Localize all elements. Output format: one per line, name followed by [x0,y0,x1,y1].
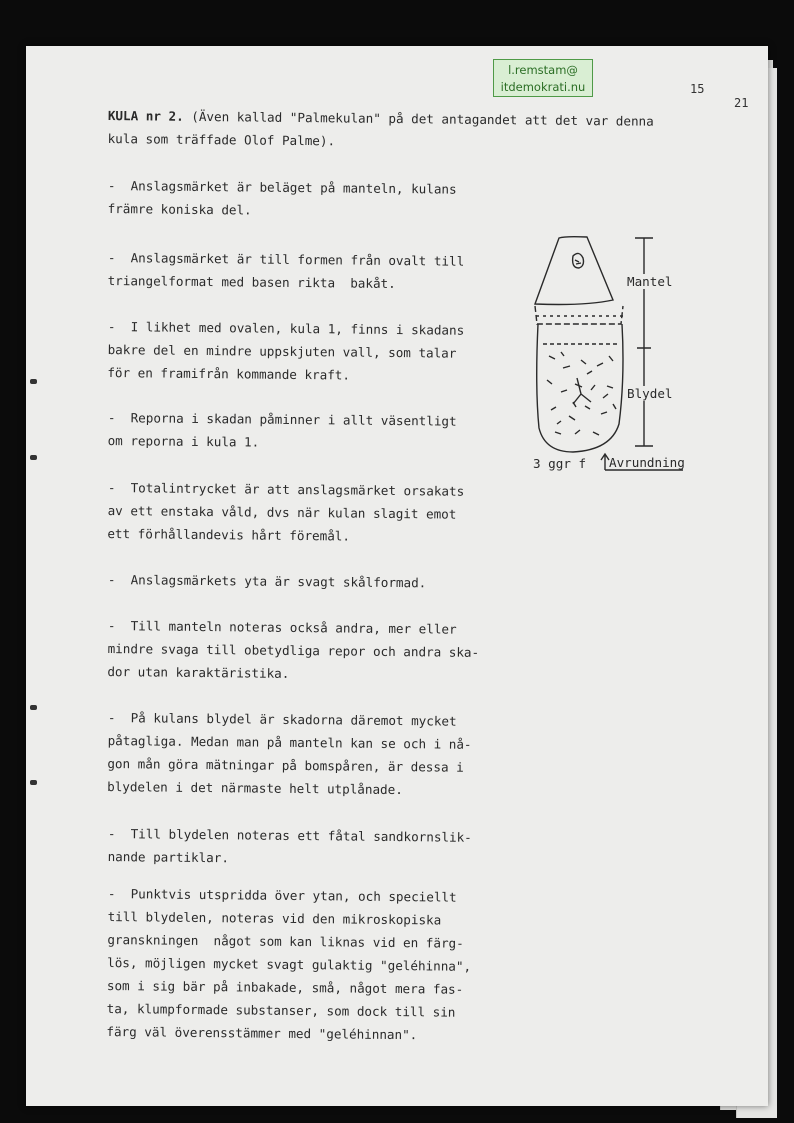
jacket-band [535,306,623,324]
para-line: - Reporna i skadan påminner i allt väsentligt [107,409,457,429]
para-line: mindre svaga till obetydliga repor och andra ska- [107,640,480,660]
bullet-cone [535,237,613,305]
paragraph [108,568,427,594]
heading-title: KULA nr 2. [107,107,184,124]
stamp-line-1: l.remstam@ [508,63,578,77]
heading-line-2: kula som träffade Olof Palme). [107,130,336,149]
punch-hole [30,455,37,460]
paragraph [108,822,472,872]
para-line: främre koniska del. [107,200,252,218]
stamp-line-2: itdemokrati.nu [500,80,586,94]
heading [108,104,654,156]
paragraph [108,174,457,224]
para-line: - Till blydelen noteras ett fåtal sandkornslik- [107,825,472,845]
source-stamp [493,59,593,97]
para-line: - Totalintrycket är att anslagsmärket orsakats [107,479,465,499]
para-line: som i sig bär på inbakade, små, något mera fas- [106,977,464,997]
label-avrundning: Avrundning [609,455,685,470]
bullet-sketch [525,228,695,478]
impact-mark [573,253,584,268]
para-line: bakre del en mindre uppskjuten vall, som talar [107,341,457,361]
punch-hole [30,705,37,710]
page-number: 15 [690,82,705,96]
para-line: för en framifrån kommande kraft. [107,364,351,383]
para-line: påtagliga. Medan man på manteln kan se och i nå- [107,732,472,752]
paragraph [106,882,472,1047]
para-line: - I likhet med ovalen, kula 1, finns i skadans [107,318,465,338]
para-line: - På kulans blydel är skadorna däremot mycket [107,709,457,729]
paragraph [107,315,464,388]
punch-hole [30,780,37,785]
para-line: lös, möjligen mycket svagt gulaktig "geléhinna", [107,954,472,974]
dimension-line [635,238,653,446]
para-line: till blydelen, noteras vid den mikroskopiska [107,908,442,928]
para-line: nande partiklar. [107,848,230,866]
back-page-number: 21 [734,96,749,110]
para-line: - Anslagsmärket är beläget på manteln, kulans [107,177,457,197]
paragraph [107,614,479,687]
para-line: om reporna i kula 1. [107,432,260,450]
paragraph [108,246,465,296]
para-line: blydelen i det närmaste helt utplånade. [107,778,403,798]
para-line: - Anslagsmärket är till formen från ovalt till [107,249,465,269]
para-line: dor utan karaktäristika. [107,663,290,681]
para-line: av ett enstaka våld, dvs när kulan slagit emot [107,502,457,522]
para-line: triangelformat med basen rikta bakåt. [107,272,396,292]
para-line: färg väl överensstämmer med "geléhinnan". [106,1023,418,1043]
para-line: - Punktvis utspridda över ytan, och speciellt [107,885,457,905]
label-blydel: Blydel [627,386,673,401]
para-line: granskningen något som kan liknas vid en färg- [107,931,464,951]
arrow-up-icon [601,454,609,470]
para-line: ta, klumpformade substanser, som dock till sin [106,1000,456,1020]
para-line: - Till manteln noteras också andra, mer eller [107,617,457,637]
label-scale: 3 ggr f [533,456,587,471]
para-line: ett förhållandevis hårt föremål. [107,525,351,544]
para-line: - Anslagsmärkets yta är svagt skålformad. [107,571,427,591]
label-mantel: Mantel [627,274,673,289]
paragraph [108,406,457,456]
paragraph [107,476,464,549]
para-line: gon mån göra mätningar på bomspåren, är dessa i [107,755,464,775]
heading-rest: (Även kallad "Palmekulan" på det antagandet att det var denna [183,108,654,129]
bullet-drawing [525,228,695,478]
punch-hole [30,379,37,384]
paragraph [107,706,472,802]
